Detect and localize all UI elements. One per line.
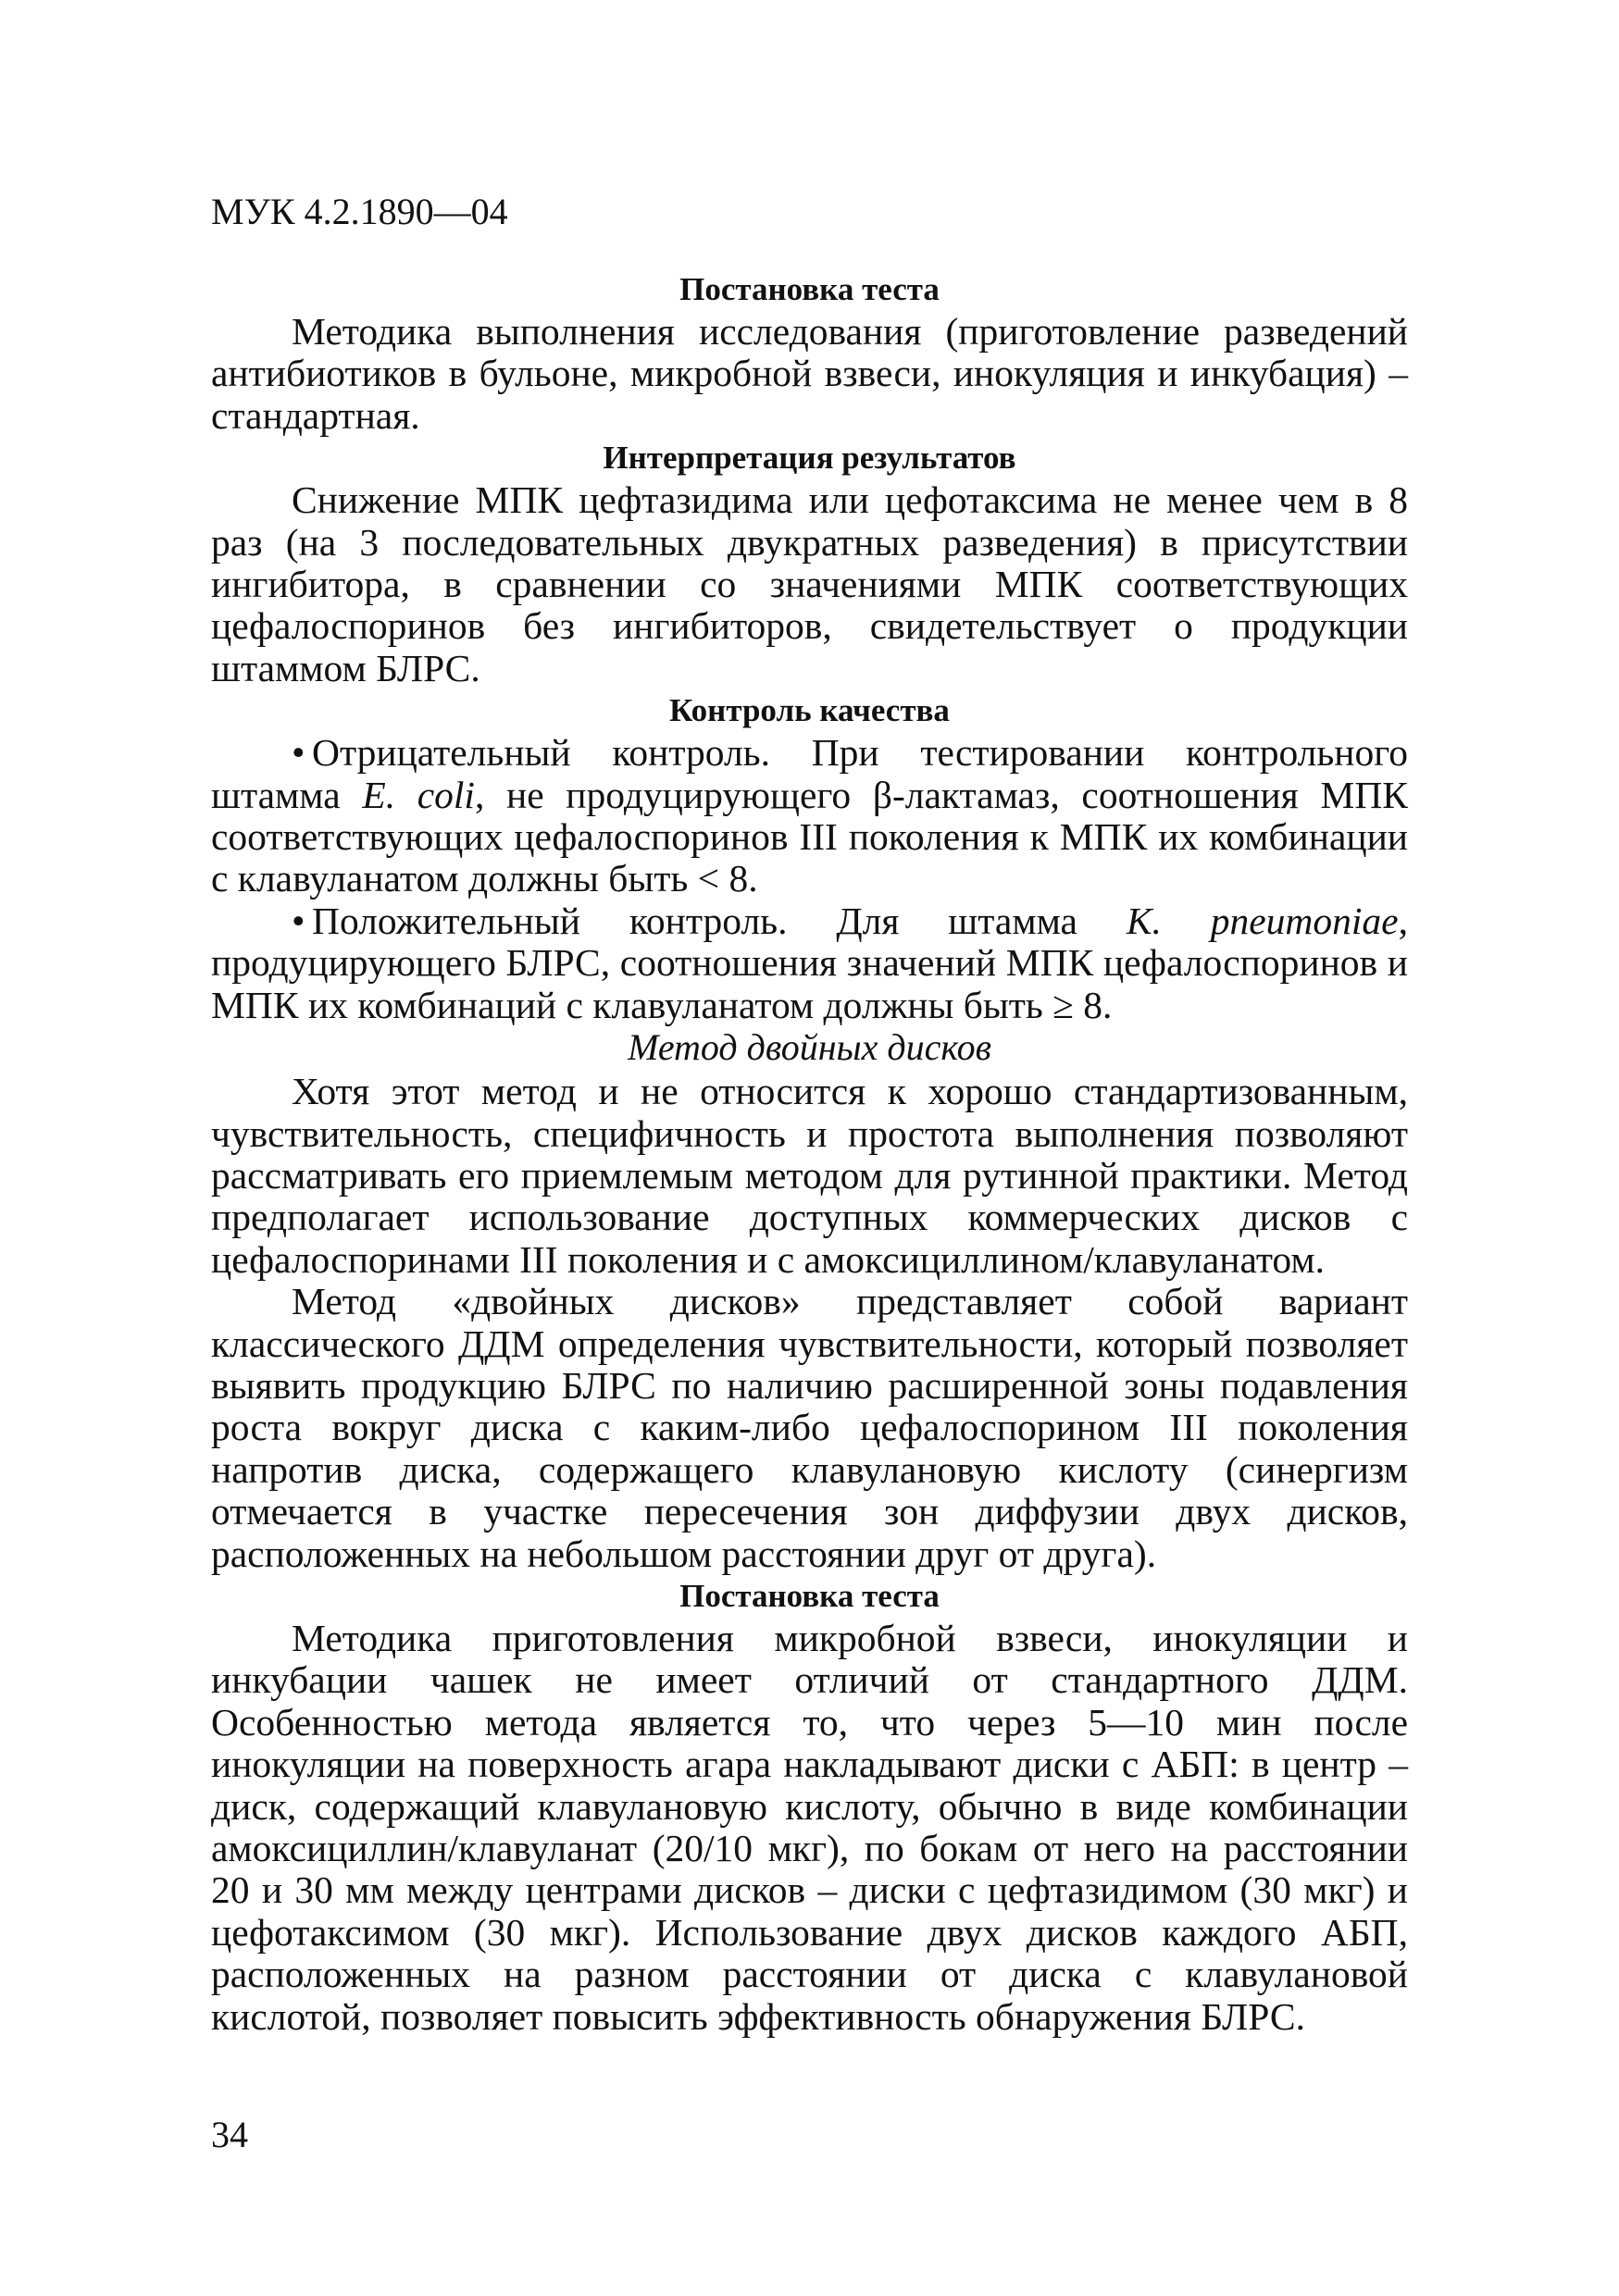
paragraph-double-disk-description: Метод «двойных дисков» представляет собой вариант классического ДДМ определения чувствительности, который позволяет выявить продукцию БЛРС по наличию расширенной зоны подавления роста вокруг диска с каким-либо цефалоспорином III поколения напротив диска, содержащего клавулановую кислоту (синергизм отмечается в участке пересечения зон диффузии двух дисков, расположенных на небольшом расстоянии друг от друга). [211, 1280, 1408, 1575]
bullet-negative-control [211, 732, 1408, 900]
bullet-icon: • [292, 899, 305, 942]
page-body [211, 268, 1408, 2038]
section-heading-test-setup-2: Постановка теста [679, 1577, 940, 1614]
paragraph-double-disk-intro: Хотя этот метод и не относится к хорошо стандартизованным, чувствительность, специфичность и простота выполнения позволяют рассматривать его приемлемым методом для рутинной практики. Метод предполагает использование доступных коммерческих дисков с цефалоспоринами III поколения и с амоксициллином/клавуланатом. [211, 1070, 1408, 1281]
bullet-positive-control [211, 900, 1408, 1026]
paragraph-procedure: Методика приготовления микробной взвеси, инокуляции и инкубации чашек не имеет отличий от стандартного ДДМ. Особенностью метода является то, что через 5—10 мин после инокуляции на поверхность агара накладывают диски с АБП: в центр – диск, содержащий клавулановую кислоту, обычно в виде комбинации амоксициллин/клавуланат (20/10 мкг), по бокам от него на расстоянии 20 и 30 мм между центрами дисков – диски с цефтазидимом (30 мкг) и цефотаксимом (30 мкг). Использование двух дисков каждого АБП, расположенных на разном расстоянии от диска с клавулановой кислотой, позволяет повысить эффективность обнаружения БЛРС. [211, 1616, 1408, 2038]
bullet-text-end: , не продуцирующего β-лактамаз, соотношения МПК соответствующих цефалоспоринов III поколения к МПК их комбинации с клавуланатом должны быть < 8. [211, 773, 1408, 900]
running-head: МУК 4.2.1890—04 [211, 191, 508, 232]
page-number: 34 [211, 2114, 248, 2155]
bullet-icon: • [292, 731, 305, 775]
section-heading-quality-control: Контроль качества [669, 692, 950, 729]
section-heading-interpretation: Интерпретация результатов [603, 440, 1016, 477]
section-heading-test-setup: Постановка теста [679, 271, 940, 307]
paragraph-method: Методика выполнения исследования (приготовление разведений антибиотиков в бульоне, микробной взвеси, инокуляция и инкубация) – стандартная. [211, 310, 1408, 437]
organism-name: K. pneumoniae [1126, 899, 1399, 942]
bullet-text-end: , продуцирующего БЛРС, соотношения значений МПК цефалоспоринов и МПК их комбинаций с клавуланатом должны быть ≥ 8. [211, 899, 1408, 1026]
bullet-text-start: Положительный контроль. Для штамма [312, 899, 1127, 942]
paragraph-interpretation: Снижение МПК цефтазидима или цефотаксима не менее чем в 8 раз (на 3 последовательных двукратных разведения) в присутствии ингибитора, в сравнении со значениями МПК соответствующих цефалоспоринов без ингибиторов, свидетельствует о продукции штаммом БЛРС. [211, 478, 1408, 689]
subsection-heading-double-disk: Метод двойных дисков [628, 1026, 991, 1069]
bullet-text-start: Отрицательный контроль. При тестировании контрольного штамма [211, 731, 1408, 816]
organism-name: E. coli [362, 773, 475, 816]
